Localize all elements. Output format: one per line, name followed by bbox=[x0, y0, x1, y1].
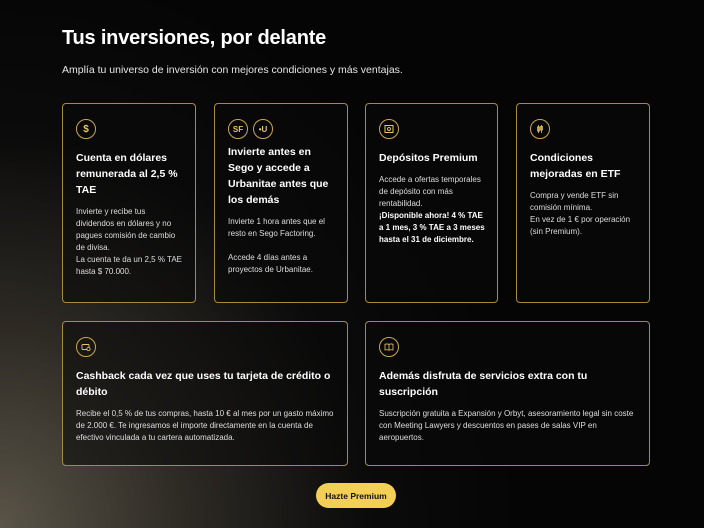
card-body: Suscripción gratuita a Expansión y Orbyt, asesoramiento legal sin coste con Meeting Lawyers y descuentos en pases de salas VIP en aeropuertos. bbox=[379, 409, 634, 442]
urbanitae-icon: •U bbox=[253, 119, 273, 139]
card-body-highlight: ¡Disponible ahora! 4 % TAE a 1 mes, 3 % TAE a 3 meses hasta el 31 de diciembre. bbox=[379, 211, 485, 244]
safe-icon bbox=[379, 119, 399, 139]
dollar-icon: $ bbox=[76, 119, 96, 139]
card-title: Invierte antes en Sego y accede a Urbanitae antes que los demás bbox=[228, 146, 329, 206]
etf-chart-icon bbox=[530, 119, 550, 139]
card-dollar-account bbox=[62, 103, 196, 303]
card-title: Cuenta en dólares remunerada al 2,5 % TAE bbox=[76, 152, 178, 196]
card-body: Recibe el 0,5 % de tus compras, hasta 10 € al mes por un gasto máximo de 2.000 €. Te ingresamos el importe directamente en la cuenta de efectivo vinculada a tu cartera automatizada. bbox=[76, 409, 334, 442]
card-title: Cashback cada vez que uses tu tarjeta de crédito o débito bbox=[76, 370, 331, 398]
card-body: Invierte 1 hora antes que el resto en Sego Factoring. bbox=[228, 217, 325, 238]
card-title: Depósitos Premium bbox=[379, 152, 478, 164]
card-cashback bbox=[62, 321, 348, 466]
card-etf-conditions bbox=[516, 103, 650, 303]
book-icon bbox=[379, 337, 399, 357]
card-title: Condiciones mejoradas en ETF bbox=[530, 152, 621, 180]
card-sego-urbanitae bbox=[214, 103, 348, 303]
hazte-premium-button[interactable]: Hazte Premium bbox=[316, 483, 396, 508]
card-body: Invierte y recibe tus dividendos en dólares y no pagues comisión de cambio de divisa. La cuenta te da un 2,5 % TAE hasta $ 70.000. bbox=[76, 207, 182, 276]
card-body: Compra y vende ETF sin comisión mínima. En vez de 1 € por operación (sin Premium). bbox=[530, 191, 631, 236]
card-title: Además disfruta de servicios extra con tu suscripción bbox=[379, 370, 588, 398]
card-body-secondary: Accede 4 días antes a proyectos de Urbanitae. bbox=[228, 253, 313, 274]
card-premium-deposits bbox=[365, 103, 498, 303]
page-title: Tus inversiones, por delante bbox=[62, 27, 327, 49]
page-subtitle: Amplía tu universo de inversión con mejores condiciones y más ventajas. bbox=[62, 64, 403, 76]
cashback-card-icon bbox=[76, 337, 96, 357]
sego-factoring-icon: SF bbox=[228, 119, 248, 139]
card-extra-services bbox=[365, 321, 650, 466]
card-body: Accede a ofertas temporales de depósito con más rentabilidad. bbox=[379, 175, 481, 208]
